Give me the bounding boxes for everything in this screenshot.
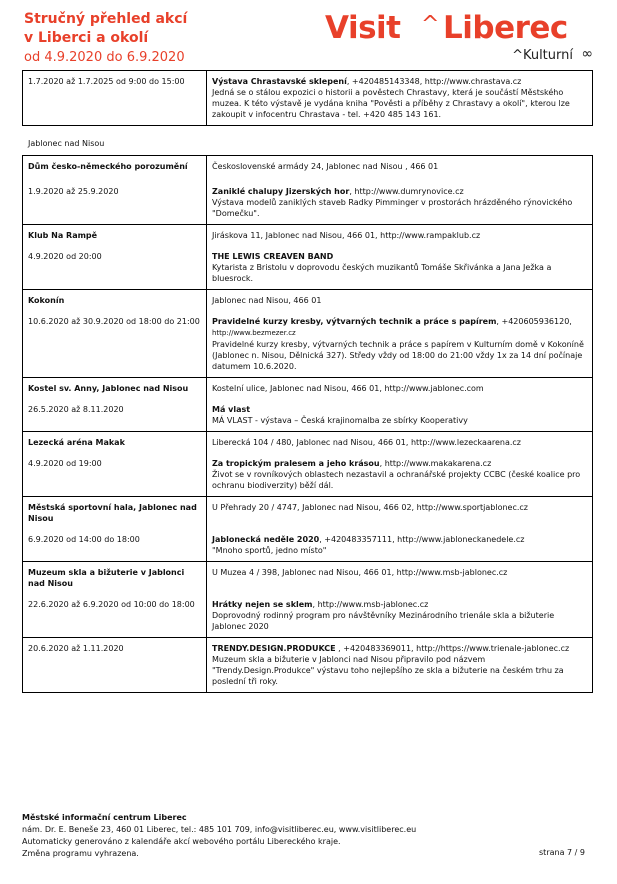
event-date: 4.9.2020 od 20:00 [23, 241, 207, 290]
venue-row [23, 156, 593, 173]
event-date: 1.7.2020 až 1.7.2025 od 9:00 do 15:00 [23, 71, 207, 126]
event-details [207, 638, 593, 693]
venue-address: U Přehrady 20 / 4747, Jablonec nad Nisou, 466 02, http://www.sportjablonec.cz [207, 497, 593, 525]
event-details [207, 394, 593, 432]
event-contact: , http://www.dumrynovice.cz [349, 187, 464, 196]
venue-address: Československé armády 24, Jablonec nad Nisou , 466 01 [207, 156, 593, 173]
venue-name: Kostel sv. Anny, Jablonec nad Nisou [23, 378, 207, 395]
venue-address: Jiráskova 11, Jablonec nad Nisou, 466 01, http://www.rampaklub.cz [207, 225, 593, 242]
logo-subtitle: ^Kulturní [512, 48, 573, 63]
event-description: Kytarista z Bristolu v doprovodu českých muzikantů Tomáše Skřivánka a Jana Ježka a bluesrock. [212, 263, 552, 283]
event-contact: , +420483369011, http://https://www.trienale-jablonec.cz [335, 644, 570, 653]
event-url: http://www.bezmezer.cz [212, 329, 296, 337]
event-row [23, 172, 593, 225]
footer-note-changes: Změna programu vyhrazena. [22, 849, 139, 858]
event-row [23, 638, 593, 693]
venue-address: Kostelní ulice, Jablonec nad Nisou, 466 01, http://www.jablonec.com [207, 378, 593, 395]
event-details [207, 71, 593, 126]
event-contact: , http://www.msb-jablonec.cz [312, 600, 429, 609]
venue-address: Jablonec nad Nisou, 466 01 [207, 290, 593, 307]
venue-row [23, 497, 593, 525]
title-line-2: v Liberci a okolí [24, 30, 149, 46]
event-table-chrastava [22, 70, 593, 126]
footer-organization: Městské informační centrum Liberec [22, 813, 187, 822]
event-title: Zaniklé chalupy Jizerských hor [212, 187, 350, 196]
event-date: 1.9.2020 až 25.9.2020 [23, 172, 207, 225]
venue-row [23, 290, 593, 307]
footer-note-generated: Automaticky generováno z kalendáře akcí webového portálu Libereckého kraje. [22, 837, 341, 846]
event-contact: , +420485143348, http://www.chrastava.cz [346, 77, 522, 86]
venue-name: Dům česko-německého porozumění [23, 156, 207, 173]
event-description: Pravidelné kurzy kresby, výtvarných technik a práce s papírem v Kulturním domě v Kokoníně (Jablonec n. Nisou, Dělnická 327). Středy vždy od 18:00 do 21:00 vždy 1x za 14 dní počínaje datumem 10.6.2020. [212, 340, 584, 371]
venue-row [23, 378, 593, 395]
footer-address: nám. Dr. E. Beneše 23, 460 01 Liberec, tel.: 485 101 709, info@visitliberec.eu, www.visitliberec.eu [22, 825, 417, 834]
event-contact: , http://www.makakarena.cz [379, 459, 492, 468]
event-details [207, 589, 593, 638]
event-title: THE LEWIS CREAVEN BAND [212, 252, 334, 261]
event-description: Jedná se o stálou expozici o historii a pověstech Chrastavy, která je součástí Městského muzea. K této výstavě je vydána kniha "Pověsti a příběhy z Chrastavy a okolí", kterou lze zakoupit v infocentru Chrastava - tel. +420 485 143 161. [212, 88, 570, 119]
event-row [23, 71, 593, 126]
event-date: 20.6.2020 až 1.11.2020 [23, 638, 207, 693]
venue-row [23, 562, 593, 590]
event-description: Doprovodný rodinný program pro návštěvníky Mezinárodního trienále skla a bižuterie Jablonec 2020 [212, 611, 555, 631]
venue-address: Liberecká 104 / 480, Jablonec nad Nisou, 466 01, http://www.lezeckaarena.cz [207, 432, 593, 449]
event-title: Za tropickým pralesem a jeho krásou [212, 459, 380, 468]
event-row [23, 524, 593, 562]
city-heading: Jablonec nad Nisou [28, 139, 105, 148]
document-header [24, 10, 187, 68]
date-range: od 4.9.2020 do 6.9.2020 [24, 50, 185, 65]
venue-row [23, 225, 593, 242]
venue-name: Lezecká aréna Makak [23, 432, 207, 449]
event-date: 22.6.2020 až 6.9.2020 od 10:00 do 18:00 [23, 589, 207, 638]
venue-name: Muzeum skla a bižuterie v Jablonci nad Nisou [23, 562, 207, 590]
event-details [207, 524, 593, 562]
event-details [207, 241, 593, 290]
venue-name: Městská sportovní hala, Jablonec nad Nisou [23, 497, 207, 525]
event-title: Má vlast [212, 405, 251, 414]
event-row [23, 306, 593, 378]
event-row [23, 448, 593, 497]
event-details [207, 306, 593, 378]
venue-name: Kokonín [23, 290, 207, 307]
event-title: TRENDY.DESIGN.PRODUKCE [212, 644, 336, 653]
event-row [23, 589, 593, 638]
event-description: Život se v rovníkových oblastech nezastavil a ochranářské projekty CCBC (české koalice pro ochranu biodiverzity) běží dál. [212, 470, 581, 490]
event-title: Hrátky nejen se sklem [212, 600, 313, 609]
event-row [23, 394, 593, 432]
event-date: 6.9.2020 od 14:00 do 18:00 [23, 524, 207, 562]
logo-caret: ^ [421, 12, 440, 37]
page-footer [22, 812, 593, 860]
event-description: Výstava modelů zaniklých staveb Radky Pimminger v prostorách hrázděného rýnovického "Domečku". [212, 198, 573, 218]
event-row [23, 241, 593, 290]
venue-row [23, 432, 593, 449]
venue-name: Klub Na Rampě [23, 225, 207, 242]
event-date: 26.5.2020 až 8.11.2020 [23, 394, 207, 432]
event-description: MÁ VLAST - výstava – Česká krajinomalba ze sbírky Kooperativy [212, 416, 468, 425]
visit-liberec-logo [325, 8, 595, 68]
event-title: Jablonecká neděle 2020 [212, 535, 320, 544]
event-contact: , +420605936120, [496, 317, 572, 326]
page-number: strana 7 / 9 [539, 848, 585, 857]
event-description: Muzeum skla a bižuterie v Jablonci nad Nisou připravilo pod názvem "Trendy.Design.Produkce" výstavu toho nejlepšího ze skla a bižuterie na českém trhu za poslední tři roky. [212, 655, 564, 686]
event-title: Pravidelné kurzy kresby, výtvarných technik a práce s papírem [212, 317, 497, 326]
infinity-icon: ∞ [581, 46, 593, 62]
title-line-1: Stručný přehled akcí [24, 11, 188, 27]
logo-word-liberec: Liberec [443, 10, 568, 46]
event-details [207, 448, 593, 497]
event-details [207, 172, 593, 225]
event-contact: , +420483357111, http://www.jabloneckanedele.cz [319, 535, 525, 544]
event-date: 4.9.2020 od 19:00 [23, 448, 207, 497]
event-table-jablonec [22, 155, 593, 693]
logo-word-visit: Visit [325, 10, 401, 46]
event-date: 10.6.2020 až 30.9.2020 od 18:00 do 21:00 [23, 306, 207, 378]
event-title: Výstava Chrastavské sklepení [212, 77, 347, 86]
venue-address: U Muzea 4 / 398, Jablonec nad Nisou, 466 01, http://www.msb-jablonec.cz [207, 562, 593, 590]
event-description: "Mnoho sportů, jedno místo" [212, 546, 327, 555]
